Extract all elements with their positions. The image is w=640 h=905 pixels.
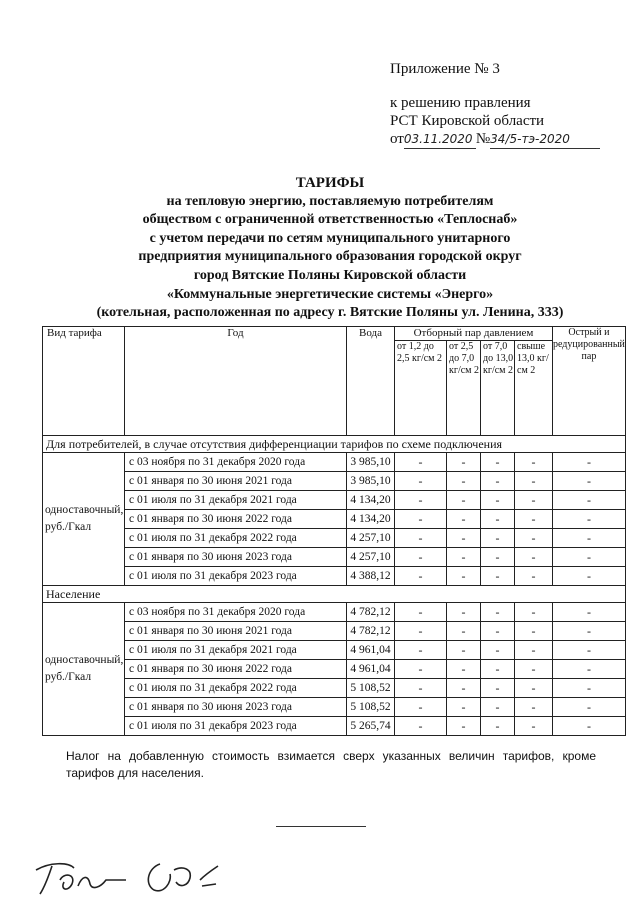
dash-cell: - — [481, 622, 515, 641]
period-cell: с 01 июля по 31 декабря 2022 года — [125, 529, 347, 548]
dash-cell: - — [553, 660, 626, 679]
number-prefix: № — [475, 131, 491, 147]
dash-cell: - — [553, 567, 626, 586]
water-value-cell: 5 265,74 — [347, 717, 395, 736]
dash-cell: - — [395, 529, 447, 548]
table-row — [43, 548, 626, 567]
dash-cell: - — [481, 510, 515, 529]
water-value-cell: 3 985,10 — [347, 472, 395, 491]
dash-cell: - — [395, 641, 447, 660]
title-line: обществом с ограниченной ответственностью «Теплоснаб» — [142, 212, 518, 228]
tariff-type: одноставочный, руб./Гкал — [43, 453, 125, 586]
table-row — [43, 472, 626, 491]
appendix-decision-line2: РСТ Кировской области — [390, 113, 545, 129]
dash-cell: - — [447, 603, 481, 622]
dash-cell: - — [481, 698, 515, 717]
dash-cell: - — [395, 660, 447, 679]
dash-cell: - — [395, 567, 447, 586]
water-value-cell: 4 782,12 — [347, 603, 395, 622]
dash-cell: - — [447, 548, 481, 567]
dash-cell: - — [553, 510, 626, 529]
period-cell: с 01 января по 30 июня 2021 года — [125, 472, 347, 491]
group-label: Население — [43, 586, 626, 603]
handwritten-signature-icon — [30, 850, 240, 898]
title-line: (котельная, расположенная по адресу г. Вятские Поляны ул. Ленина, 333) — [96, 305, 564, 321]
dash-cell: - — [553, 472, 626, 491]
tariff-title-block — [30, 174, 630, 323]
date-prefix: от — [390, 131, 404, 147]
dash-cell: - — [553, 453, 626, 472]
dash-cell: - — [481, 567, 515, 586]
dash-cell: - — [515, 453, 553, 472]
dash-cell: - — [447, 491, 481, 510]
dash-cell: - — [553, 603, 626, 622]
table-row — [43, 567, 626, 586]
title-line: «Коммунальные энергетические системы «Энерго» — [166, 286, 494, 302]
header-pressure-1: от 1,2 до 2,5 кг/см 2 — [395, 341, 447, 436]
appendix-number: Приложение № 3 — [390, 61, 500, 77]
water-value-cell: 4 388,12 — [347, 567, 395, 586]
dash-cell: - — [515, 698, 553, 717]
tariff-type: одноставочный, руб./Гкал — [43, 603, 125, 736]
dash-cell: - — [515, 548, 553, 567]
dash-cell: - — [447, 453, 481, 472]
period-cell: с 01 июля по 31 декабря 2021 года — [125, 641, 347, 660]
period-cell: с 01 июля по 31 декабря 2021 года — [125, 491, 347, 510]
dash-cell: - — [447, 679, 481, 698]
table-row — [43, 660, 626, 679]
dash-cell: - — [515, 491, 553, 510]
header-pressure-3: от 7,0 до 13,0 кг/см 2 — [481, 341, 515, 436]
header-god: Год — [125, 327, 347, 436]
dash-cell: - — [395, 603, 447, 622]
dash-cell: - — [447, 698, 481, 717]
dash-cell: - — [481, 717, 515, 736]
dash-cell: - — [515, 529, 553, 548]
water-value-cell: 4 134,20 — [347, 510, 395, 529]
table-row — [43, 491, 626, 510]
dash-cell: - — [395, 510, 447, 529]
dash-cell: - — [515, 510, 553, 529]
dash-cell: - — [481, 679, 515, 698]
period-cell: с 01 июля по 31 декабря 2022 года — [125, 679, 347, 698]
dash-cell: - — [553, 548, 626, 567]
appendix-decision-line1: к решению правления — [390, 95, 531, 111]
dash-cell: - — [395, 622, 447, 641]
dash-cell: - — [553, 679, 626, 698]
dash-cell: - — [553, 529, 626, 548]
dash-cell: - — [553, 641, 626, 660]
header-ostr: Острый и редуцированный пар — [553, 327, 626, 436]
header-vid: Вид тарифа — [43, 327, 125, 436]
dash-cell: - — [447, 567, 481, 586]
dash-cell: - — [553, 622, 626, 641]
dash-cell: - — [395, 717, 447, 736]
dash-cell: - — [481, 529, 515, 548]
water-value-cell: 4 257,10 — [347, 548, 395, 567]
table-row — [43, 717, 626, 736]
title-line: на тепловую энергию, поставляемую потребителям — [166, 193, 494, 209]
date-handwritten: 03.11.2020 — [404, 130, 476, 149]
table-row — [43, 529, 626, 548]
water-value-cell: 4 257,10 — [347, 529, 395, 548]
title-line: город Вятские Поляны Кировской области — [193, 267, 467, 283]
dash-cell: - — [515, 622, 553, 641]
water-value-cell: 5 108,52 — [347, 698, 395, 717]
dash-cell: - — [395, 472, 447, 491]
table-row — [43, 679, 626, 698]
dash-cell: - — [395, 679, 447, 698]
dash-cell: - — [481, 548, 515, 567]
dash-cell: - — [481, 453, 515, 472]
tariff-table — [42, 326, 626, 736]
water-value-cell: 4 134,20 — [347, 491, 395, 510]
water-value-cell: 4 961,04 — [347, 641, 395, 660]
period-cell: с 01 января по 30 июня 2023 года — [125, 548, 347, 567]
dash-cell: - — [515, 567, 553, 586]
dash-cell: - — [553, 491, 626, 510]
dash-cell: - — [395, 548, 447, 567]
table-row — [43, 453, 626, 472]
period-cell: с 01 января по 30 июня 2023 года — [125, 698, 347, 717]
dash-cell: - — [515, 660, 553, 679]
title-line: с учетом передачи по сетям муниципального унитарного — [149, 230, 511, 246]
group-label: Для потребителей, в случае отсутствия дифференциации тарифов по схеме подключения — [43, 436, 626, 453]
dash-cell: - — [481, 491, 515, 510]
tariff-title: ТАРИФЫ — [295, 175, 365, 191]
vat-note: Налог на добавленную стоимость взимается сверх указанных величин тарифов, кроме тарифов для населения. — [66, 749, 596, 780]
dash-cell: - — [447, 717, 481, 736]
dash-cell: - — [515, 641, 553, 660]
dash-cell: - — [447, 472, 481, 491]
header-par: Отборный пар давлением — [395, 327, 553, 341]
period-cell: с 03 ноября по 31 декабря 2020 года — [125, 603, 347, 622]
dash-cell: - — [515, 603, 553, 622]
dash-cell: - — [553, 698, 626, 717]
dash-cell: - — [553, 717, 626, 736]
table-row — [43, 622, 626, 641]
water-value-cell: 4 782,12 — [347, 622, 395, 641]
table-row — [43, 641, 626, 660]
dash-cell: - — [481, 641, 515, 660]
title-line: предприятия муниципального образования городской округ — [138, 249, 522, 265]
signature-line — [276, 826, 366, 827]
dash-cell: - — [447, 622, 481, 641]
water-value-cell: 5 108,52 — [347, 679, 395, 698]
period-cell: с 01 января по 30 июня 2021 года — [125, 622, 347, 641]
period-cell: с 03 ноября по 31 декабря 2020 года — [125, 453, 347, 472]
dash-cell: - — [395, 491, 447, 510]
dash-cell: - — [515, 717, 553, 736]
dash-cell: - — [481, 660, 515, 679]
number-handwritten: 34/5-тэ-2020 — [490, 130, 600, 149]
period-cell: с 01 января по 30 июня 2022 года — [125, 510, 347, 529]
dash-cell: - — [395, 453, 447, 472]
dash-cell: - — [481, 472, 515, 491]
period-cell: с 01 июля по 31 декабря 2023 года — [125, 717, 347, 736]
dash-cell: - — [515, 679, 553, 698]
table-row — [43, 510, 626, 529]
header-pressure-4: свыше 13,0 кг/см 2 — [515, 341, 553, 436]
dash-cell: - — [447, 641, 481, 660]
table-row — [43, 698, 626, 717]
dash-cell: - — [395, 698, 447, 717]
header-voda: Вода — [347, 327, 395, 436]
appendix-date-line — [390, 130, 600, 149]
dash-cell: - — [515, 472, 553, 491]
period-cell: с 01 июля по 31 декабря 2023 года — [125, 567, 347, 586]
dash-cell: - — [447, 529, 481, 548]
dash-cell: - — [447, 510, 481, 529]
table-row — [43, 603, 626, 622]
water-value-cell: 3 985,10 — [347, 453, 395, 472]
period-cell: с 01 января по 30 июня 2022 года — [125, 660, 347, 679]
water-value-cell: 4 961,04 — [347, 660, 395, 679]
dash-cell: - — [481, 603, 515, 622]
dash-cell: - — [447, 660, 481, 679]
header-pressure-2: от 2,5 до 7,0 кг/см 2 — [447, 341, 481, 436]
